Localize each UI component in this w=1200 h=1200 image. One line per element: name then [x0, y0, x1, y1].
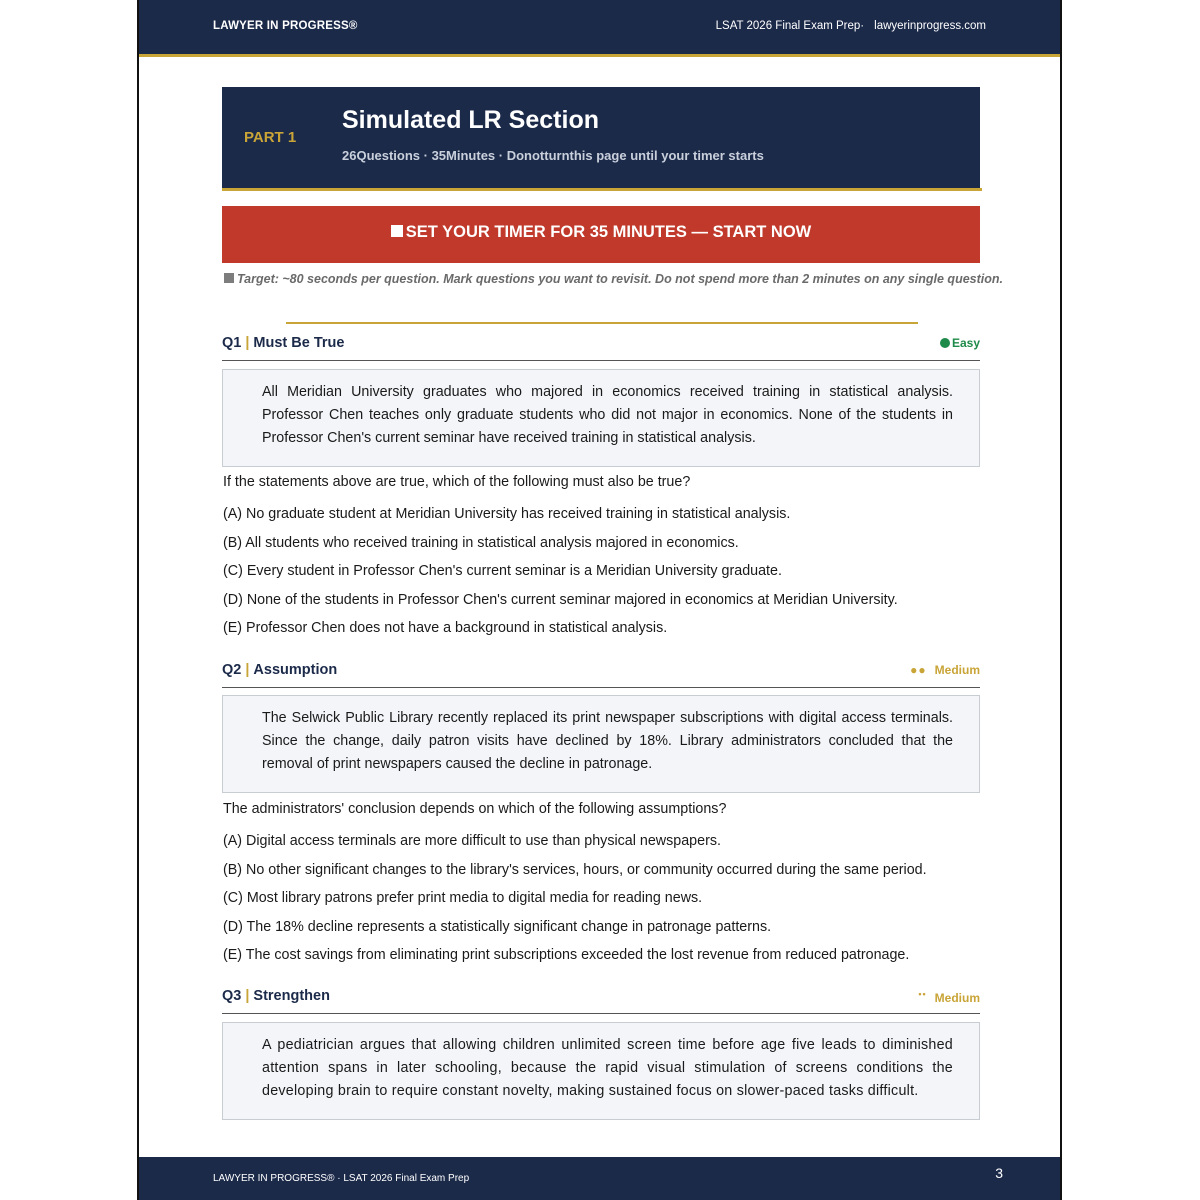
question-header-q2: [222, 661, 980, 683]
separator: |: [245, 988, 250, 1004]
stimulus-text: A pediatrician argues that allowing children unlimited screen time before age five leads to diminished attention spans in later schooling, because the rapid visual stimulation of screens conditions the developing brain to require constant novelty, making sustained focus on slower-paced tasks difficult.: [262, 1037, 953, 1099]
header-site-link[interactable]: lawyerinprogress.com: [874, 20, 986, 32]
part-subtitle: 26Questions · 35Minutes · Donotturnthis page until your timer starts: [342, 148, 764, 163]
question-rule: [222, 687, 980, 688]
question-type: Assumption: [253, 662, 338, 678]
answer-option[interactable]: (E) The cost savings from eliminating print subscriptions exceeded the lost revenue from reduced patronage.: [223, 947, 910, 963]
answer-option[interactable]: (A) Digital access terminals are more difficult to use than physical newspapers.: [223, 833, 721, 849]
difficulty-badge: [918, 989, 980, 1005]
page: [137, 0, 1062, 1200]
answer-option[interactable]: (D) None of the students in Professor Chen's current seminar majored in economics at Meridian University.: [223, 591, 898, 608]
part-banner: [222, 87, 980, 189]
difficulty-badge: [910, 663, 980, 677]
stimulus-box-q2: [222, 695, 980, 793]
stimulus-box-q1: [222, 369, 980, 467]
part-label: PART 1: [244, 129, 297, 146]
stimulus-text: The Selwick Public Library recently replaced its print newspaper subscriptions with digital access terminals. Since the change, daily patron visits have declined by 18%. Library administrators concluded that the removal of print newspapers caused the decline in patronage.: [262, 710, 953, 772]
square-bullet-icon: [224, 273, 234, 283]
part-title: Simulated LR Section: [342, 106, 599, 134]
footer-text: LAWYER IN PROGRESS® · LSAT 2026 Final Exam Prep: [213, 1173, 470, 1184]
question-header-q3: [222, 987, 980, 1009]
page-number: 3: [995, 1165, 1003, 1181]
answer-option[interactable]: (E) Professor Chen does not have a background in statistical analysis.: [223, 620, 668, 636]
part-banner-gold-rule: [222, 188, 982, 191]
answer-option[interactable]: (A) No graduate student at Meridian University has received training in statistical analysis.: [223, 506, 791, 522]
difficulty-dots-icon: ●●: [910, 663, 927, 677]
difficulty-badge: [940, 336, 980, 350]
header-bar: [139, 0, 1060, 54]
answer-options-q2: [223, 833, 927, 976]
answer-option[interactable]: (B) No other significant changes to the library's services, hours, or community occurred during the same period.: [223, 861, 927, 878]
easy-dot-icon: [940, 338, 950, 348]
question-rule: [222, 1013, 980, 1014]
header-right: [716, 20, 986, 32]
target-note-text: Target: ~80 seconds per question. Mark questions you want to revisit. Do not spend more than 2 minutes on any single question.: [237, 272, 1003, 286]
question-rule: [222, 360, 980, 361]
stimulus-box-q3: [222, 1022, 980, 1120]
section-divider: [286, 322, 918, 324]
answer-options-q1: [223, 506, 898, 649]
question-prompt-q2: The administrators' conclusion depends on which of the following assumptions?: [223, 801, 727, 817]
difficulty-label: Medium: [934, 663, 980, 677]
target-note: [224, 272, 1003, 286]
answer-option[interactable]: (B) All students who received training in statistical analysis majored in economics.: [223, 534, 739, 551]
difficulty-label: Easy: [951, 336, 980, 350]
footer-bar: [139, 1157, 1060, 1200]
square-icon: [391, 225, 403, 237]
stimulus-text: All Meridian University graduates who majored in economics received training in statistical analysis. Professor Chen teaches only graduate students who did not major in economics. None of the students in Professor Chen's current seminar have received training in statistical analysis.: [262, 384, 953, 446]
question-type: Strengthen: [253, 988, 330, 1004]
question-type: Must Be True: [253, 335, 345, 351]
header-gold-rule: [139, 54, 1060, 57]
question-number: Q1: [222, 335, 242, 351]
question-number: Q2: [222, 662, 242, 678]
header-brand: LAWYER IN PROGRESS®: [213, 20, 358, 32]
answer-option[interactable]: (C) Every student in Professor Chen's current seminar is a Meridian University graduate.: [223, 563, 782, 579]
question-prompt-q1: If the statements above are true, which of the following must also be true?: [223, 474, 691, 490]
question-number: Q3: [222, 988, 242, 1004]
difficulty-label: Medium: [934, 991, 980, 1005]
timer-banner-text: SET YOUR TIMER FOR 35 MINUTES — START NOW: [405, 223, 812, 241]
header-exam: LSAT 2026 Final Exam Prep·: [715, 20, 865, 32]
question-header-q1: [222, 334, 980, 356]
answer-option[interactable]: (C) Most library patrons prefer print media to digital media for reading news.: [223, 890, 703, 906]
difficulty-dots-icon: ••: [918, 989, 927, 999]
separator: |: [245, 662, 250, 678]
timer-banner: [222, 206, 980, 263]
separator: |: [245, 335, 250, 351]
answer-option[interactable]: (D) The 18% decline represents a statistically significant change in patronage patterns.: [223, 918, 772, 935]
